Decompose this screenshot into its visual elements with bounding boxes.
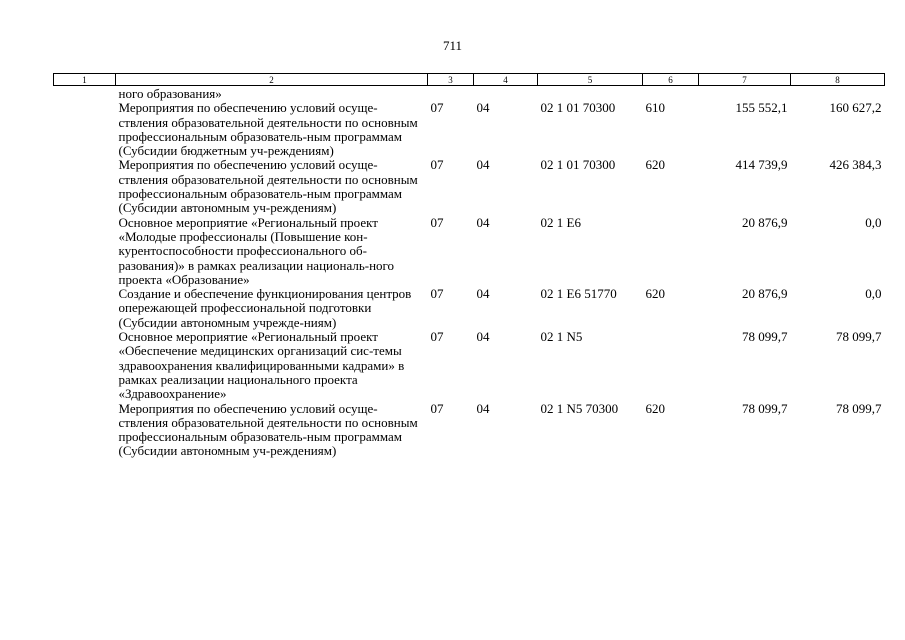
header-row [54,74,885,86]
target-article-code [538,86,643,102]
amount-year-1: 20 876,9 [742,286,788,302]
header-cell-8: 8 [791,74,885,86]
subsection-code: 04 [476,214,490,230]
header-cell-4: 4 [474,74,538,86]
header-cell-7: 7 [699,74,791,86]
row-number-cell [54,216,116,287]
section-code: 07 [430,157,444,173]
row-number-cell [54,330,116,401]
target-article-code: 02 1 E6 [540,214,581,230]
header-cell-2: 2 [116,74,428,86]
target-article-code: 02 1 N5 70300 [540,400,619,416]
amount-year-1: 78 099,7 [742,329,788,345]
row-number-cell [54,402,116,459]
row-name: Мероприятия по обеспечению условий осуще-ствления образовательной деятельности по основным профессиональным образователь-ным программам (Субсидии бюджетным уч-реждениям) [118,100,418,159]
row-name: Основное мероприятие «Региональный проект «Обеспечение медицинских организаций сис-темы здравоохранения квалифицированными кадрами» в рамках реализации национального проекта «Здравоохранение» [118,329,405,402]
expense-type-code [643,330,699,401]
section-code: 07 [430,329,444,345]
amount-year-1 [699,86,791,102]
expense-type-code [643,216,699,287]
section-code: 07 [430,400,444,416]
amount-year-1: 414 739,9 [735,157,788,173]
amount-year-2: 78 099,7 [836,400,882,416]
budget-table [53,73,885,459]
table-row [54,216,885,287]
table-row [54,330,885,401]
subsection-code: 04 [476,100,490,116]
subsection-code: 04 [476,286,490,302]
table-row [54,101,885,158]
expense-type-code: 610 [645,100,665,116]
row-name: ного образования» [118,86,222,101]
row-name: Основное мероприятие «Региональный проект «Молодые профессионалы (Повышение кон-курентоспособности профессионального об-разования)» в рамках реализации националь-ного проекта «Образование» [118,214,395,287]
amount-year-1: 78 099,7 [742,400,788,416]
amount-year-2: 78 099,7 [836,329,882,345]
section-code: 07 [430,214,444,230]
amount-year-2: 0,0 [865,286,882,302]
page-number: 711 [442,38,463,53]
table-row [54,86,885,102]
target-article-code: 02 1 01 70300 [540,157,616,173]
expense-type-code [643,86,699,102]
expense-type-code: 620 [645,157,665,173]
section-code: 07 [430,286,444,302]
row-name: Создание и обеспечение функционирования центров опережающей профессиональной подготовки (Субсидии автономным учрежде-ниям) [118,286,412,330]
target-article-code: 02 1 N5 [540,329,583,345]
row-number-cell [54,101,116,158]
subsection-code: 04 [476,400,490,416]
amount-year-2: 0,0 [865,214,882,230]
row-number-cell [54,86,116,102]
row-number-cell [54,287,116,330]
header-cell-6: 6 [643,74,699,86]
amount-year-1: 20 876,9 [742,214,788,230]
row-name: Мероприятия по обеспечению условий осуще-ствления образовательной деятельности по основным профессиональным образователь-ным программам (Субсидии автономным уч-реждениям) [118,157,418,216]
amount-year-1: 155 552,1 [735,100,788,116]
table-row [54,158,885,215]
target-article-code: 02 1 01 70300 [540,100,616,116]
section-code: 07 [430,100,444,116]
header-cell-5: 5 [538,74,643,86]
subsection-code [474,86,538,102]
header-cell-1: 1 [54,74,116,86]
amount-year-2 [791,86,885,102]
amount-year-2: 426 384,3 [829,157,882,173]
subsection-code: 04 [476,157,490,173]
target-article-code: 02 1 E6 51770 [540,286,617,302]
row-number-cell [54,158,116,215]
table-row [54,287,885,330]
section-code [428,86,474,102]
expense-type-code: 620 [645,286,665,302]
amount-year-2: 160 627,2 [829,100,882,116]
row-name: Мероприятия по обеспечению условий осуще-ствления образовательной деятельности по основным профессиональным образователь-ным программам (Субсидии автономным уч-реждениям) [118,400,418,459]
subsection-code: 04 [476,329,490,345]
expense-type-code: 620 [645,400,665,416]
header-cell-3: 3 [428,74,474,86]
table-row [54,402,885,459]
